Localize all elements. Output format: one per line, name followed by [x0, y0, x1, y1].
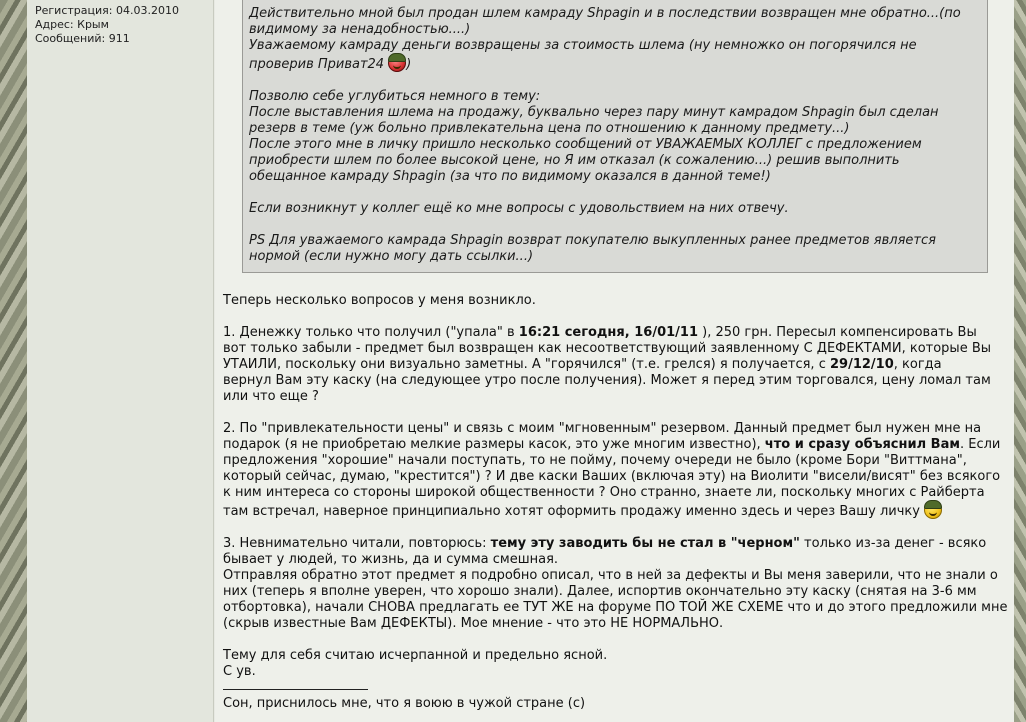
quote-line: ) — [406, 57, 412, 72]
body-text: . Если — [959, 437, 1001, 452]
user-registration: Регистрация: 04.03.2010 — [35, 4, 179, 17]
quote-line: нормой (если нужно могу дать ссылки...) — [249, 249, 534, 264]
signature-divider — [223, 689, 368, 690]
body-text: отбортовка), начали СНОВА предлагать ее ТУТ ЖЕ на форуме ПО ТОЙ ЖЕ СХЕМЕ что и до этого предложили мне — [223, 600, 1008, 615]
signature: Сон, приснилось мне, что я воюю в чужой стране (с) — [223, 696, 586, 711]
body-text: (скрыв известные Вам ДЕФЕКТЫ). Мое мнение - что это НЕ НОРМАЛЬНО. — [223, 616, 724, 631]
quote-line: Позволю себе углубиться немного в тему: — [249, 89, 541, 104]
bold-text: 16:21 сегодня, 16/01/11 — [518, 325, 698, 340]
body-text: Отправляя обратно этот предмет я подробно описал, что в ней за дефекты и Вы меня заверили, что не знали о — [223, 568, 998, 583]
body-text: который сейчас, думаю, "крестится") ? И две каски Ваших (включая эту) на Виолити "висели/висят" без всякого — [223, 469, 1001, 484]
body-text: 3. Невнимательно читали, повторюсь: — [223, 536, 491, 551]
quote-line: Действительно мной был продан шлем камраду Shpagin и в последствии возвращен мне обратно...(по — [249, 6, 961, 21]
bold-text: что и сразу объяснил Вам — [764, 437, 960, 452]
quote-line: Если возникнут у коллег ещё ко мне вопросы с удовольствием на них отвечу. — [249, 201, 789, 216]
body-text: подарок (я не приобретаю мелкие размеры касок, это уже многим известно), — [223, 437, 765, 452]
body-text: 2. По "привлекательности цены" и связь с моим "мгновенным" резервом. Данный предмет был нужен мне на — [223, 421, 982, 436]
quote-line: приобрести шлем по более высокой цене, но Я им отказал (к сожалению...) решив выполнить — [249, 153, 900, 168]
quote-line: проверив Приват24 — [249, 57, 385, 72]
body-text: там встречал, наверное принципиально хотят оформить продажу именно здесь и через Вашу личку — [223, 504, 920, 519]
body-text: только из-за денег - всяко — [799, 536, 987, 551]
quote-line: видимому за ненадобностью....) — [249, 22, 471, 37]
user-messages-count: Сообщений: 911 — [35, 32, 130, 45]
body-text: Тему для себя считаю исчерпанной и предельно ясной. — [223, 648, 608, 663]
body-text: 1. Денежку только что получил ("упала" в — [223, 325, 519, 340]
body-text: бывает у людей, то жизнь, да и сумма смешная. — [223, 552, 559, 567]
quote-line: После этого мне в личку пришло несколько сообщений от УВАЖАЕМЫХ КОЛЛЕГ с предложением — [249, 137, 922, 152]
quote-line: PS Для уважаемого камрада Shpagin возврат покупателю выкупленных ранее предметов является — [249, 233, 936, 248]
soldier-smiley-icon — [388, 54, 406, 72]
body-text: них (теперь я вполне уверен, что хорошо знали). Далее, испортив окончательно эту каску (снятая на 3-6 мм — [223, 584, 977, 599]
body-text: или что еще ? — [223, 389, 319, 404]
quote-line: обещанное камраду Shpagin (за что по видимому оказался в данной теме!) — [249, 169, 771, 184]
right-camo-border — [1014, 0, 1026, 722]
quote-line: Уважаемому камраду деньги возвращены за стоимость шлема (ну немножко он погорячился не — [249, 38, 917, 53]
helmet-smiley-icon — [924, 501, 942, 519]
post-author-info — [27, 0, 214, 722]
bold-text: 29/12/10 — [829, 357, 894, 372]
body-text: вот только забыли - предмет был возвращен как несоответствующий заявленному С ДЕФЕКТАМИ, которые Вы — [223, 341, 992, 356]
body-text: С ув. — [223, 664, 256, 679]
user-address: Адрес: Крым — [35, 18, 109, 31]
quote-block — [242, 0, 988, 273]
body-text: Теперь несколько вопросов у меня возникло. — [223, 293, 536, 308]
left-camo-border — [0, 0, 27, 722]
body-text: вернул Вам эту каску (на следующее утро после получения). Может я перед этим торговался, цену ломал там — [223, 373, 991, 388]
body-text: УТАИЛИ, поскольку они визуально заметны. А "горячился" (т.е. грелся) я получается, с — [223, 357, 830, 372]
bold-text: тему эту заводить бы не стал в "черном" — [490, 536, 800, 551]
post-content — [215, 0, 1014, 722]
post-body — [223, 293, 1008, 712]
quote-line: После выставления шлема на продажу, буквально через пару минут камрадом Shpagin был сделан — [249, 105, 939, 120]
body-text: предложения "хорошие" начали поступать, то не пойму, почему очереди не было (кроме Бори "Виттмана", — [223, 453, 967, 468]
body-text: , когда — [893, 357, 942, 372]
body-text: к ним интереса со стороны широкой общественности ? Оно странно, знаете ли, поскольку многих с Райберта — [223, 485, 985, 500]
quote-line: резерв в теме (уж больно привлекательна цена по отношению к данному предмету...) — [249, 121, 850, 136]
body-text: ), 250 грн. Пересыл компенсировать Вы — [698, 325, 977, 340]
